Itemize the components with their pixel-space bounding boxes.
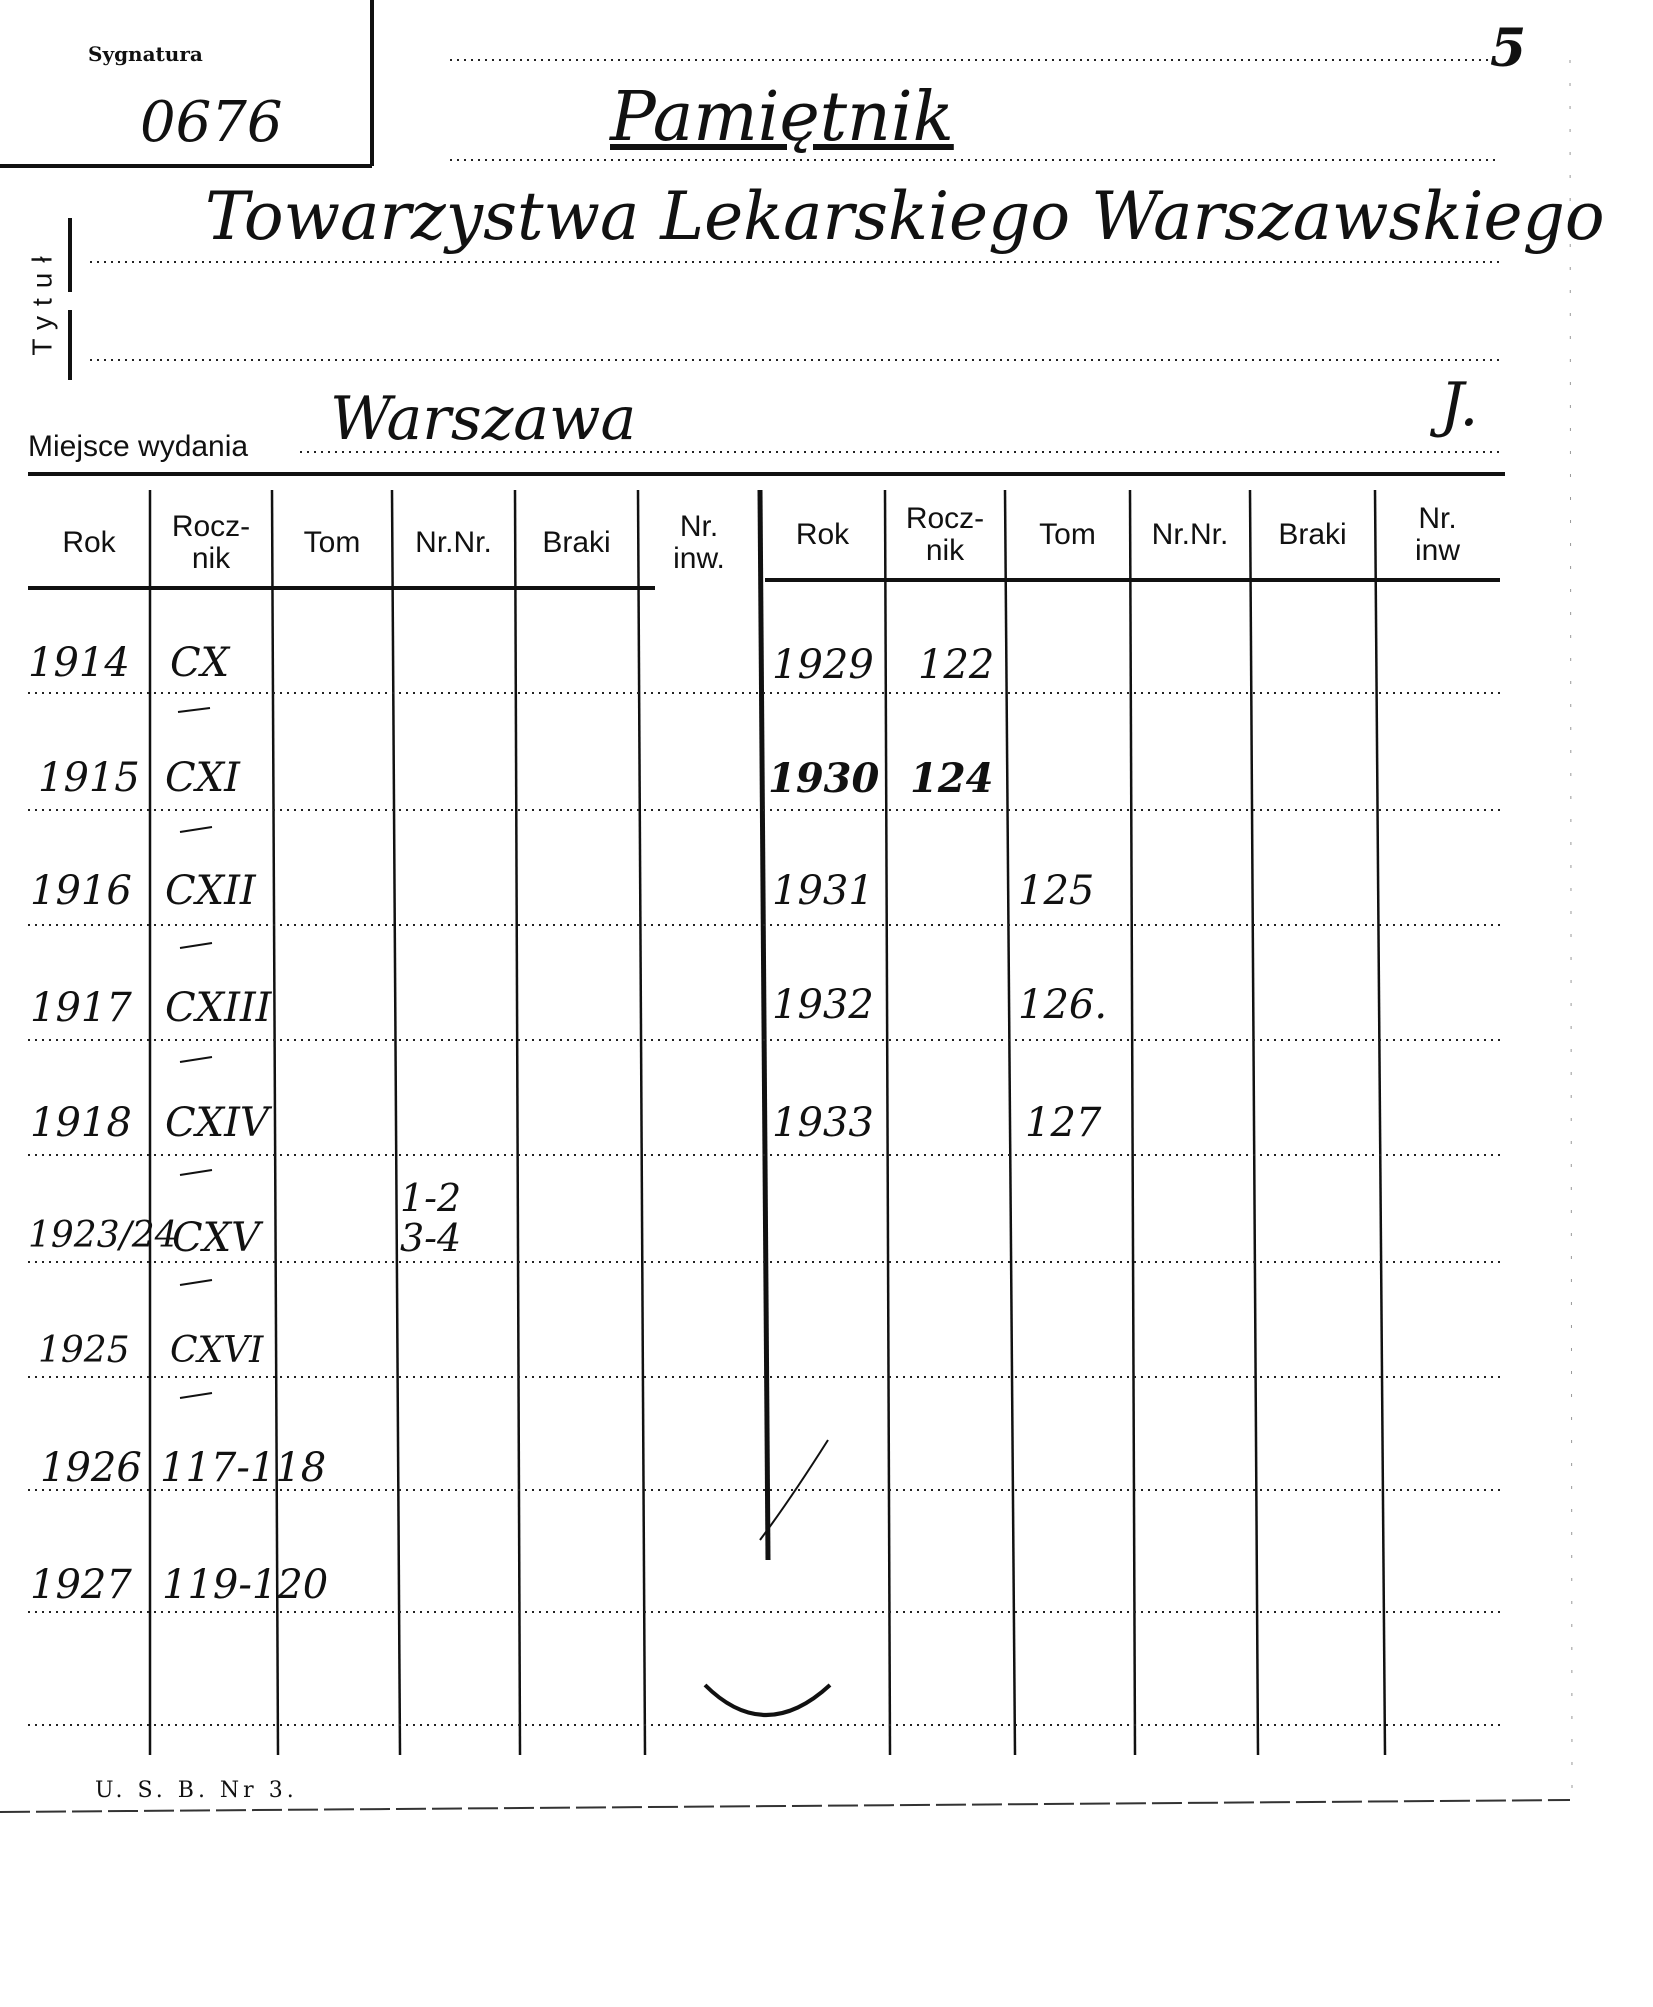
title-line-2: Towarzystwa Lekarskiego Warszawskiego — [205, 178, 1605, 255]
header-nrnr-right: Nr.Nr. — [1151, 518, 1229, 551]
header-braki: Braki — [542, 526, 611, 559]
row-6-nrnr: 1-2 3-4 — [400, 1176, 462, 1260]
row-r4-rok: 1932 — [772, 982, 874, 1028]
row-6-rok: 1923/24 — [28, 1215, 178, 1256]
header-braki-right: Braki — [1278, 518, 1347, 551]
row-r2-rok: 1930 — [768, 755, 880, 802]
header-tom-right: Tom — [1039, 518, 1096, 551]
row-r2-rocznik: 124 — [910, 755, 994, 802]
row-9-rocznik: 119-120 — [162, 1562, 329, 1608]
row-r1-rok: 1929 — [772, 642, 874, 688]
row-r3-tom: 125 — [1018, 868, 1095, 914]
right-mark: J. — [1440, 370, 1479, 440]
row-9-rok: 1927 — [30, 1562, 132, 1608]
row-3-rok: 1916 — [30, 868, 132, 914]
form-footer: U. S. B. Nr 3. — [95, 1778, 298, 1803]
row-8-rocznik: 117-118 — [160, 1445, 327, 1491]
header-rocznik: Rocz- nik — [171, 510, 251, 575]
sygnatura-value: 0676 — [140, 90, 283, 155]
header-nr-inw-right: Nr. inw — [1414, 502, 1460, 567]
row-1-rocznik: CX — [170, 640, 230, 686]
header-rok-right: Rok — [795, 518, 850, 551]
header-tom: Tom — [303, 526, 361, 559]
header-rok: Rok — [62, 526, 116, 559]
header-nrnr: Nr.Nr. — [415, 526, 492, 559]
title-label: Tytuł — [26, 246, 58, 356]
place-label: Miejsce wydania — [28, 430, 249, 463]
place-value: Warszawa — [330, 384, 637, 454]
row-7-rocznik: CXVI — [170, 1330, 264, 1371]
row-7-rok: 1925 — [38, 1330, 130, 1371]
sygnatura-label: Sygnatura — [88, 42, 203, 66]
row-r3-rok: 1931 — [772, 868, 874, 914]
row-r4-tom: 126. — [1018, 982, 1108, 1028]
row-r5-tom: 127 — [1025, 1100, 1102, 1146]
row-r1-rocznik: 122 — [918, 642, 995, 688]
row-5-rocznik: CXIV — [165, 1100, 269, 1146]
corner-mark: 5 — [1490, 18, 1527, 79]
row-1-rok: 1914 — [28, 640, 130, 686]
row-2-rocznik: CXI — [165, 755, 240, 801]
header-nr-inw: Nr. inw. — [673, 510, 725, 575]
title-line-1: Pamiętnik — [610, 78, 954, 157]
row-8-rok: 1926 — [40, 1445, 142, 1491]
row-4-rok: 1917 — [30, 985, 132, 1031]
row-r5-rok: 1933 — [772, 1100, 874, 1146]
row-5-rok: 1918 — [30, 1100, 132, 1146]
header-rocznik-right: Rocz- nik — [905, 502, 985, 567]
row-4-rocznik: CXIII — [165, 985, 272, 1031]
row-6-rocznik: CXV — [172, 1215, 260, 1261]
row-2-rok: 1915 — [38, 755, 140, 801]
row-3-rocznik: CXII — [165, 868, 256, 914]
